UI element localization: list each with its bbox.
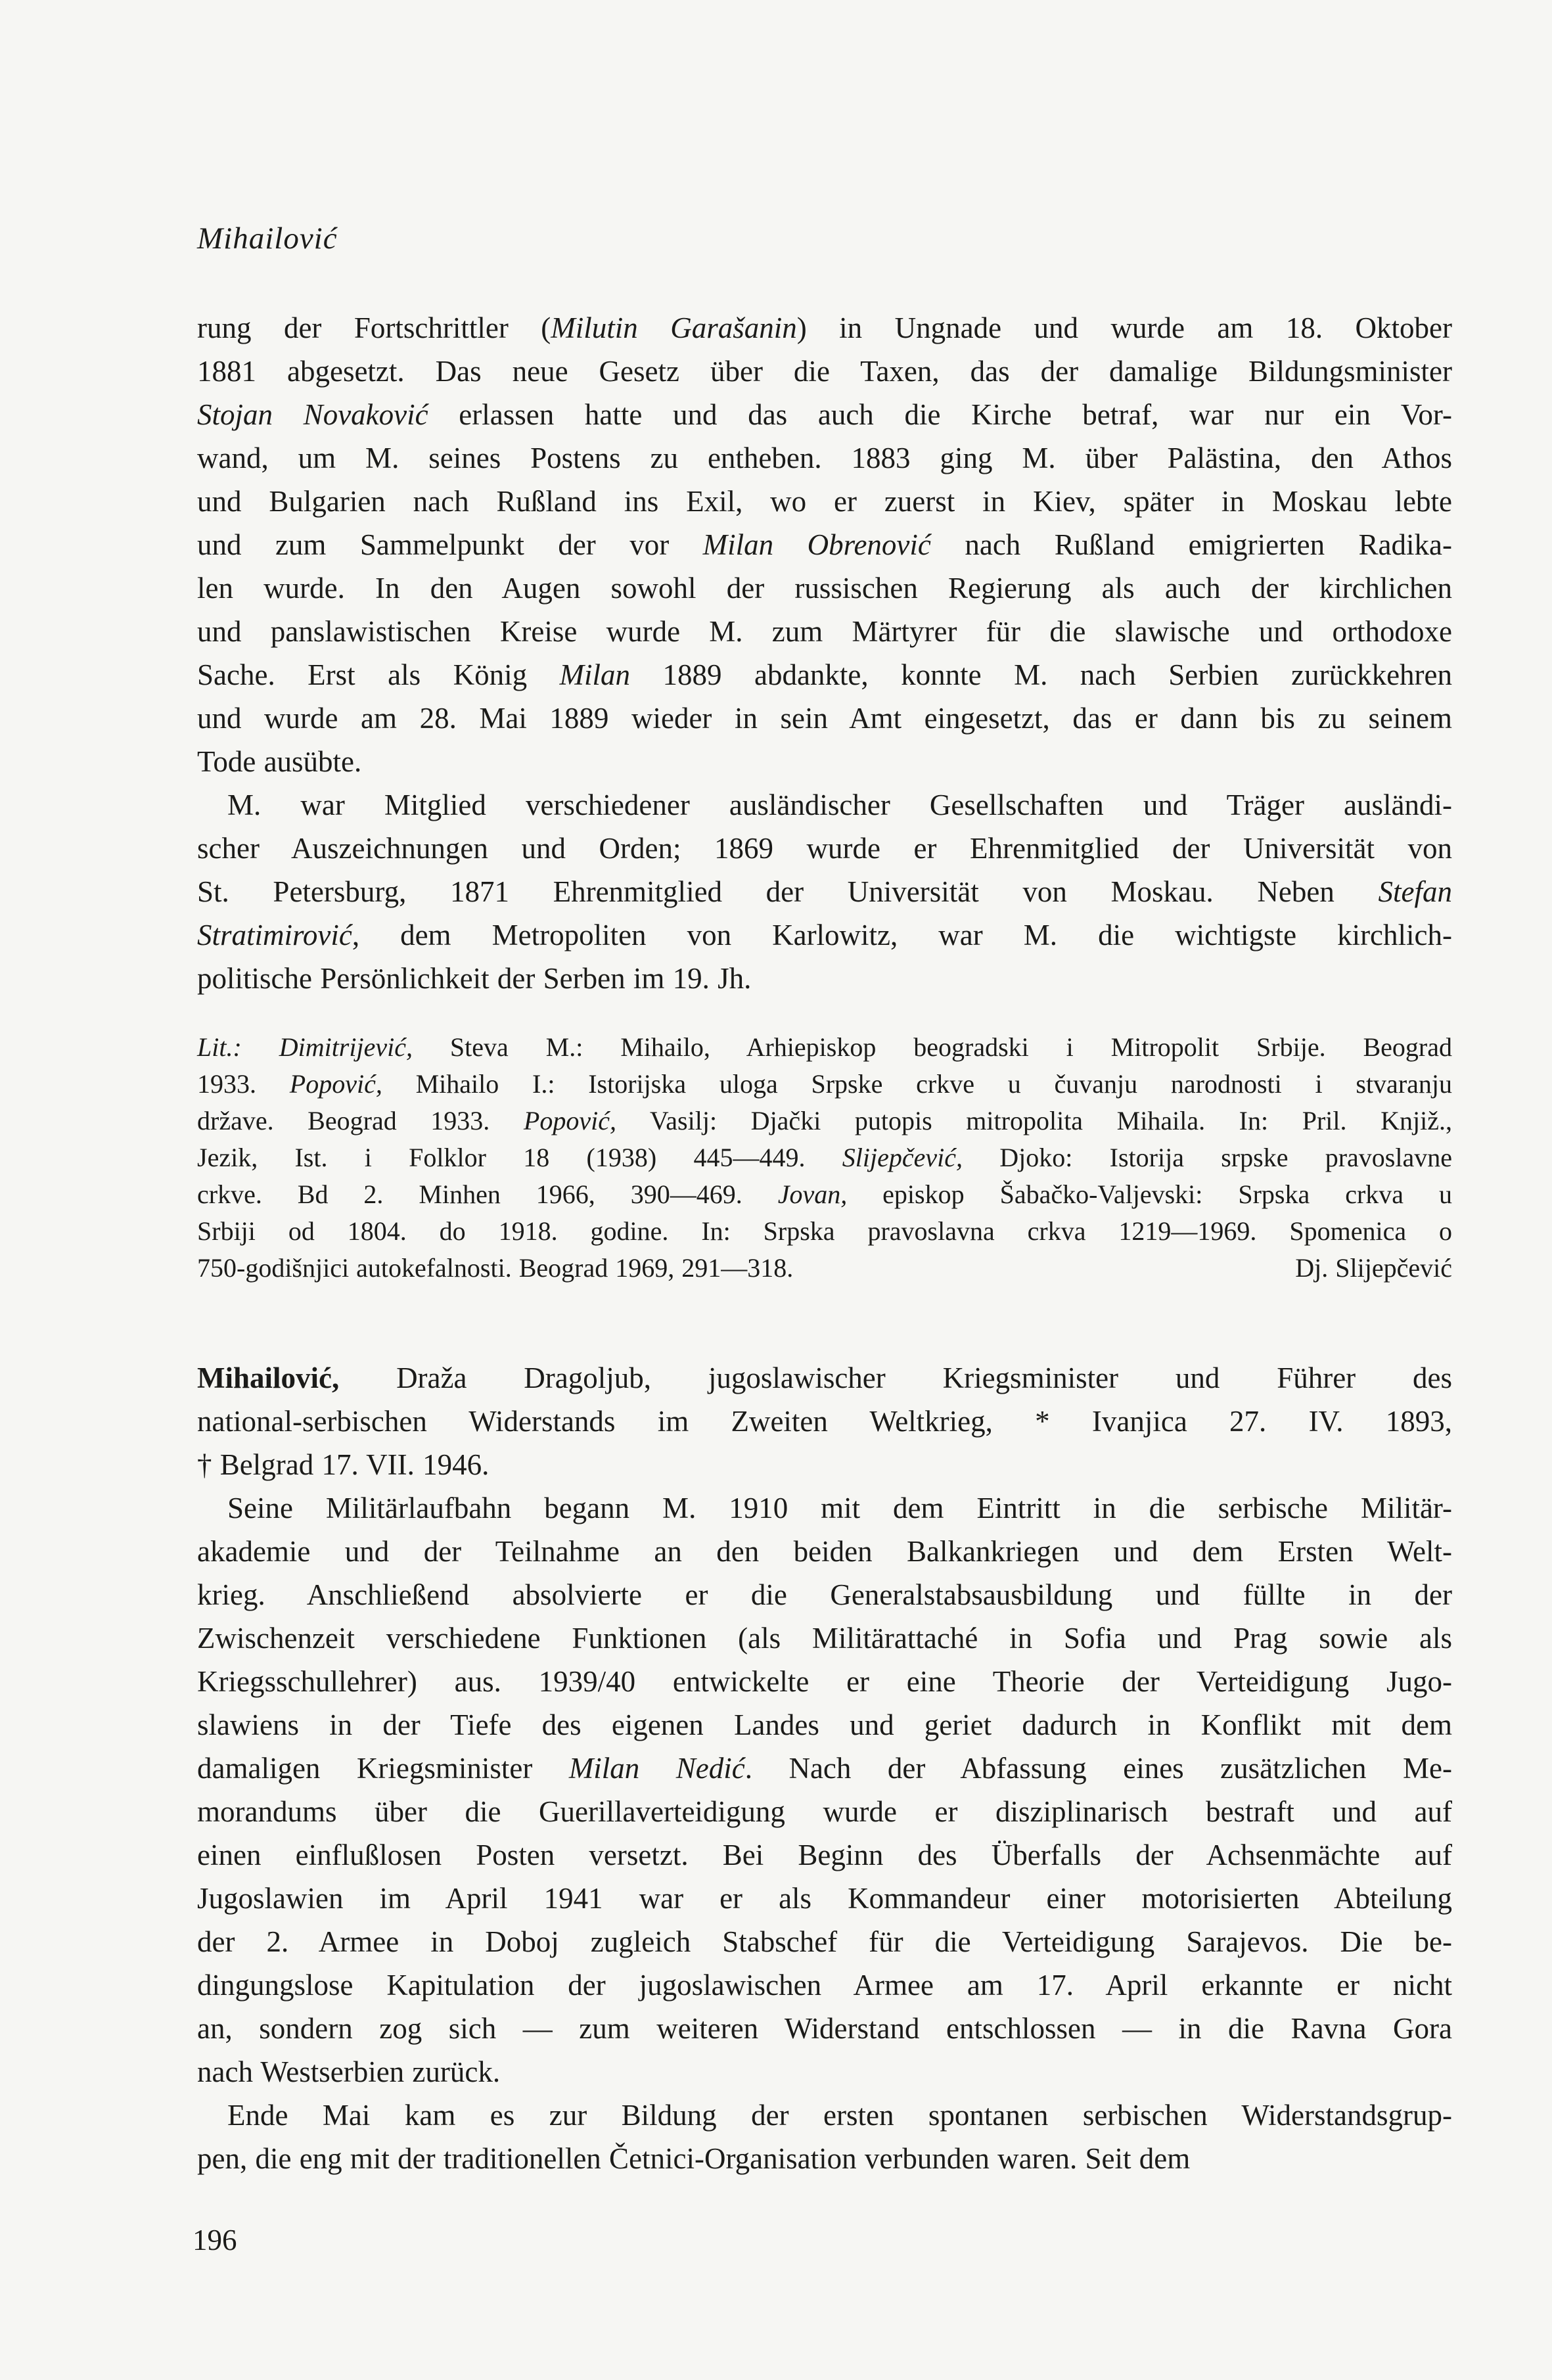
running-header: Mihailović (197, 221, 338, 256)
text-line (197, 1877, 1452, 1920)
text-segment: und zum Sammelpunkt der vor (197, 528, 703, 561)
text-line (197, 1660, 1452, 1703)
text-segment: nach Westserbien zurück. (197, 2055, 501, 2088)
text-line (197, 1573, 1452, 1616)
text-segment: Milutin Garašanin (551, 311, 797, 344)
text-segment: an, sondern zog sich — zum weiteren Widerstand entschlossen — in die Ravna Gora (197, 2012, 1452, 2045)
text-segment: Popović, (289, 1069, 382, 1099)
text-segment: und Bulgarien nach Rußland ins Exil, wo er zuerst in Kiev, später in Moskau lebte (197, 485, 1452, 518)
text-segment: Srbiji od 1804. do 1918. godine. In: Srpska pravoslavna crkva 1219—1969. Spomenica o (197, 1216, 1452, 1246)
text-segment: dingungslose Kapitulation der jugoslawischen Armee am 17. April erkannte er nicht (197, 1969, 1452, 2002)
text-line (197, 350, 1452, 393)
literature-last-line (197, 1250, 1452, 1287)
text-segment: nach Rußland emigrierten Radika- (930, 528, 1452, 561)
entry-draza-paragraph-military-career (197, 1486, 1452, 2094)
text-line (197, 1703, 1452, 1747)
text-segment: pen, die eng mit der traditionellen Četnici-Organisation verbunden waren. Seit dem (197, 2142, 1191, 2175)
text-segment: Steva M.: Mihailo, Arhiepiskop beogradski i Mitropolit Srbije. Beograd (412, 1032, 1452, 1062)
literature-section (197, 1029, 1452, 1287)
text-segment: einen einflußlosen Posten versetzt. Bei Beginn des Überfalls der Achsenmächte auf (197, 1839, 1452, 1871)
text-segment: Jezik, Ist. i Folklor 18 (1938) 445—449. (197, 1143, 842, 1172)
text-line (197, 1963, 1452, 2007)
text-segment: Jugoslawien im April 1941 war er als Kommandeur einer motorisierten Abteilung (197, 1882, 1452, 1915)
page-number: 196 (193, 2224, 237, 2256)
text-line (197, 827, 1452, 870)
text-line (197, 783, 1452, 827)
text-line (197, 1530, 1452, 1573)
text-line (197, 2050, 1452, 2094)
text-segment: damaligen Kriegsminister (197, 1752, 569, 1785)
text-segment: akademie und der Teilnahme an den beiden Balkankriegen und dem Ersten Welt- (197, 1535, 1452, 1568)
text-line (197, 1400, 1452, 1443)
text-segment: Milan Obrenović (702, 528, 931, 561)
text-line (197, 610, 1452, 653)
text-segment: wand, um M. seines Postens zu entheben. 1883 ging M. über Palästina, den Athos (197, 442, 1452, 474)
text-segment: politische Persönlichkeit der Serben im 19. Jh. (197, 962, 752, 995)
text-segment: Djoko: Istorija srpske pravoslavne (962, 1143, 1452, 1172)
text-segment: Kriegsschullehrer) aus. 1939/40 entwickelte er eine Theorie der Verteidigung Jugo- (197, 1665, 1452, 1698)
entry-draza (197, 1356, 1452, 2180)
text-line (197, 2007, 1452, 2050)
text-line (197, 1616, 1452, 1660)
text-segment: Ende Mai kam es zur Bildung der ersten spontanen serbischen Widerstandsgrup- (227, 2099, 1452, 2132)
text-line (197, 1486, 1452, 1530)
text-line (197, 2094, 1452, 2137)
text-segment: Lit.: Dimitrijević, (197, 1032, 413, 1062)
text-segment: ) in Ungnade und wurde am 18. Oktober (796, 311, 1452, 344)
text-line (197, 1066, 1452, 1103)
text-line (197, 1920, 1452, 1963)
literature-author-signature: Dj. Slijepčević (1295, 1253, 1452, 1283)
text-line (197, 1356, 1452, 1400)
text-segment: Slijepčević, (842, 1143, 963, 1172)
text-segment: Popović, (523, 1106, 616, 1135)
text-segment: len wurde. In den Augen sowohl der russischen Regierung als auch der kirchlichen (197, 572, 1452, 605)
text-line (197, 870, 1452, 913)
text-line (197, 1176, 1452, 1213)
text-segment: Milan Nedić (568, 1752, 745, 1785)
text-segment: St. Petersburg, 1871 Ehrenmitglied der Universität von Moskau. Neben (197, 875, 1379, 908)
text-line (197, 480, 1452, 523)
text-segment: episkop Šabačko-Valjevski: Srpska crkva u (847, 1179, 1452, 1209)
text-segment: Mihailo I.: Istorijska uloga Srpske crkve u čuvanju narodnosti i stvaranju (382, 1069, 1453, 1099)
text-segment: , dem Metropoliten von Karlowitz, war M. die wichtigste kirchlich- (352, 919, 1452, 951)
text-line (197, 1213, 1452, 1250)
text-line (197, 1747, 1452, 1790)
text-segment: rung der Fortschrittler ( (197, 311, 551, 344)
text-segment: krieg. Anschließend absolvierte er die Generalstabsausbildung und füllte in der (197, 1578, 1452, 1611)
text-segment: crkve. Bd 2. Minhen 1966, 390—469. (197, 1179, 778, 1209)
text-segment: države. Beograd 1933. (197, 1106, 524, 1135)
text-line (197, 653, 1452, 697)
entry-draza-heading (197, 1356, 1452, 1486)
text-segment: slawiens in der Tiefe des eigenen Landes und geriet dadurch in Konflikt mit dem (197, 1708, 1452, 1741)
text-segment: der 2. Armee in Doboj zugleich Stabschef für die Verteidigung Sarajevos. Die be- (197, 1925, 1452, 1958)
text-segment: Stefan (1378, 875, 1452, 908)
text-line (197, 566, 1452, 610)
text-line (197, 740, 1452, 783)
text-segment: morandums über die Guerillaverteidigung wurde er disziplinarisch bestraft und auf (197, 1795, 1452, 1828)
text-line (197, 523, 1452, 566)
text-segment: Jovan, (777, 1179, 848, 1209)
text-segment: Milan (559, 658, 631, 691)
text-line (197, 913, 1452, 957)
text-segment: . Nach der Abfassung eines zusätzlichen Me- (744, 1752, 1452, 1785)
text-line (197, 1443, 1452, 1486)
paragraph-memberships (197, 783, 1452, 1000)
text-line (197, 1139, 1452, 1176)
text-segment: Tode ausübte. (197, 745, 362, 778)
text-segment: Stojan Novaković (197, 398, 428, 431)
text-segment: Seine Militärlaufbahn begann M. 1910 mit dem Eintritt in die serbische Militär- (227, 1492, 1452, 1524)
text-segment: Zwischenzeit verschiedene Funktionen (als Militärattaché in Sofia und Prag sowie als (197, 1622, 1452, 1655)
text-line (197, 1103, 1452, 1139)
text-segment: Mihailović, (197, 1362, 340, 1394)
text-segment: † Belgrad 17. VII. 1946. (197, 1448, 490, 1481)
text-segment: Stratimirović (197, 919, 352, 951)
literature-lines (197, 1029, 1452, 1250)
text-segment: erlassen hatte und das auch die Kirche betraf, war nur ein Vor- (428, 398, 1452, 431)
text-line (197, 1029, 1452, 1066)
text-segment: 1933. (197, 1069, 290, 1099)
text-line (197, 2137, 1452, 2180)
literature-last-text: 750-godišnjici autokefalnosti. Beograd 1969, 291—318. (197, 1253, 794, 1283)
text-segment: Draža Dragoljub, jugoslawischer Kriegsminister und Führer des (339, 1362, 1452, 1394)
text-segment: Vasilj: Djački putopis mitropolita Mihaila. In: Pril. Knjiž., (616, 1106, 1452, 1135)
text-segment: scher Auszeichnungen und Orden; 1869 wurde er Ehrenmitglied der Universität von (197, 832, 1452, 865)
text-line (197, 436, 1452, 480)
text-segment: 1889 abdankte, konnte M. nach Serbien zurückkehren (630, 658, 1452, 691)
text-line (197, 957, 1452, 1000)
text-segment: national-serbischen Widerstands im Zweiten Weltkrieg, * Ivanjica 27. IV. 1893, (197, 1405, 1452, 1438)
entry-draza-paragraph-resistance (197, 2094, 1452, 2180)
text-line (197, 306, 1452, 350)
entry-metropolit-text (197, 306, 1452, 1000)
text-segment: M. war Mitglied verschiedener ausländischer Gesellschaften und Träger ausländi- (227, 789, 1452, 821)
text-segment: Sache. Erst als König (197, 658, 560, 691)
text-line (197, 1833, 1452, 1877)
text-segment: und wurde am 28. Mai 1889 wieder in sein Amt eingesetzt, das er dann bis zu seinem (197, 702, 1452, 735)
paragraph-continuation (197, 306, 1452, 783)
text-line (197, 393, 1452, 436)
text-segment: und panslawistischen Kreise wurde M. zum Märtyrer für die slawische und orthodoxe (197, 615, 1452, 648)
text-line (197, 1790, 1452, 1833)
text-segment: 1881 abgesetzt. Das neue Gesetz über die Taxen, das der damalige Bildungsminister (197, 355, 1452, 388)
text-line (197, 697, 1452, 740)
